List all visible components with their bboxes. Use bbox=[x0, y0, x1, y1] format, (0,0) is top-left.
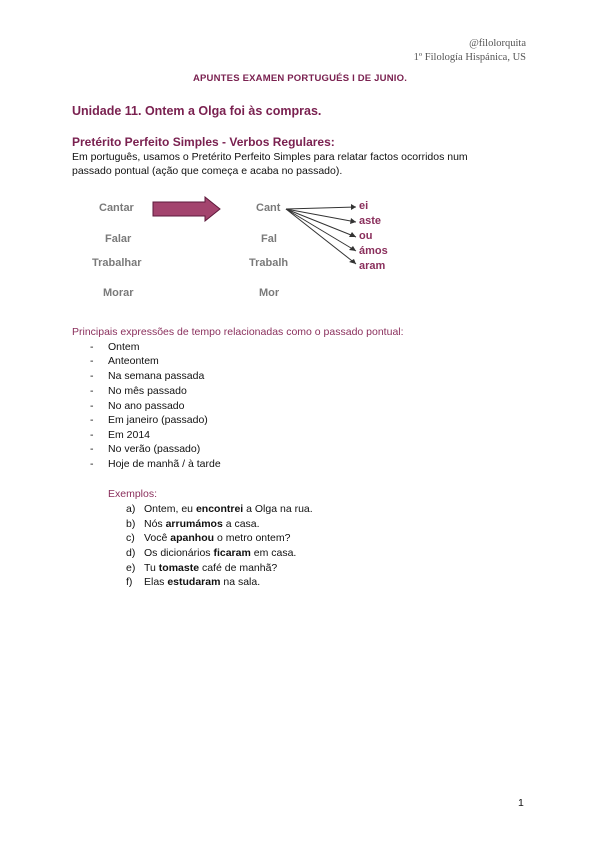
stem-fal: Fal bbox=[261, 233, 277, 245]
intro-line-2: passado pontual (ação que começa e acaba no passado). bbox=[72, 165, 343, 177]
stem-trabalh: Trabalh bbox=[249, 257, 289, 269]
infinitive-cantar: Cantar bbox=[99, 202, 134, 214]
infinitive-morar: Morar bbox=[103, 287, 134, 299]
infinitive-falar: Falar bbox=[105, 233, 132, 245]
course-label: 1º Filología Hispánica, US bbox=[413, 52, 526, 63]
ending-ou: ou bbox=[359, 230, 373, 242]
page-number: 1 bbox=[518, 797, 524, 809]
unit-title: Unidade 11. Ontem a Olga foi às compras. bbox=[72, 104, 322, 118]
ending-amos: ámos bbox=[359, 245, 388, 257]
infinitive-trabalhar: Trabalhar bbox=[92, 257, 142, 269]
expressions-heading: Principais expressões de tempo relacionadas como o passado pontual: bbox=[72, 326, 404, 338]
section-title: Pretérito Perfeito Simples - Verbos Regulares: bbox=[72, 135, 335, 149]
author-handle: @filolorquita bbox=[469, 38, 526, 49]
intro-line-1: Em português, usamos o Pretérito Perfeito Simples para relatar factos ocorridos num bbox=[72, 151, 468, 163]
ending-aram: aram bbox=[359, 260, 386, 272]
branch-lines bbox=[280, 200, 360, 270]
stem-mor: Mor bbox=[259, 287, 280, 299]
document-title: APUNTES EXAMEN PORTUGUÉS I DE JUNIO. bbox=[192, 73, 408, 84]
stem-cant: Cant bbox=[256, 202, 281, 214]
arrow-icon bbox=[152, 196, 222, 222]
ending-aste: aste bbox=[359, 215, 382, 227]
ending-ei: ei bbox=[359, 200, 369, 212]
examples-heading: Exemplos: bbox=[108, 488, 158, 500]
